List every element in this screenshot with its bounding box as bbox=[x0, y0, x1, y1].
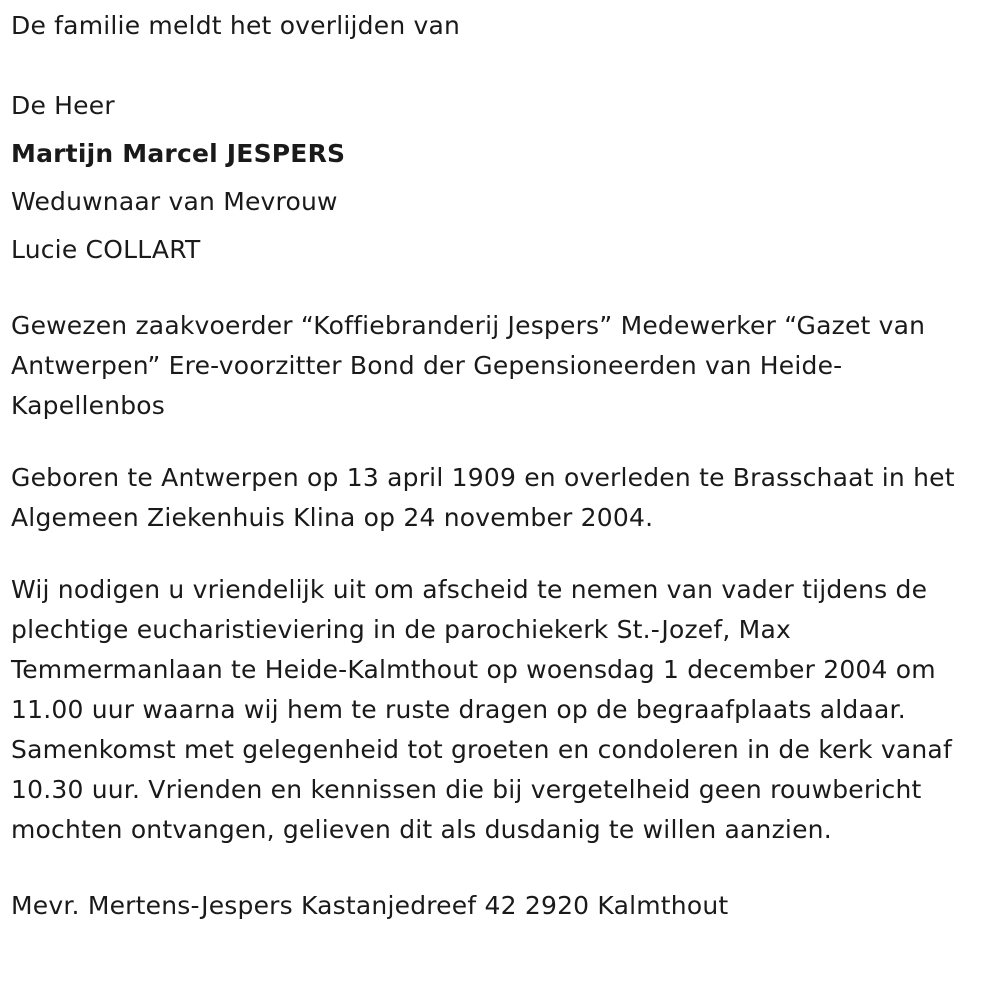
obituary-document bbox=[11, 0, 986, 930]
spacer bbox=[11, 850, 986, 882]
intro-text: De familie meldt het overlijden van bbox=[11, 11, 461, 40]
spouse-name: Lucie COLLART bbox=[11, 235, 201, 264]
spacer bbox=[11, 50, 986, 82]
invitation-paragraph: Wij nodigen u vriendelijk uit om afscheid te nemen van vader tijdens de plechtige eucharistieviering in de parochiekerk St.-Jozef, Max Temmermanlaan te Heide-Kalmthout op woensdag 1 december 2004 om 11.00 uur waarna wij hem te ruste dragen op de begraafplaats aldaar. Samenkomst met gelegenheid tot groeten en condoleren in de kerk vanaf 10.30 uur. Vrienden en kennissen die bij vergetelheid geen rouwbericht mochten ontvangen, gelieven dit als dusdanig te willen aanzien. bbox=[11, 575, 952, 844]
deceased-name: Martijn Marcel JESPERS bbox=[11, 139, 346, 168]
functions-paragraph: Gewezen zaakvoerder “Koffiebranderij Jespers” Medewerker “Gazet van Antwerpen” Ere-voorzitter Bond der Gepensioneerden van Heide-Kapellenbos bbox=[11, 311, 926, 420]
spacer bbox=[11, 426, 986, 458]
contact-address: Mevr. Mertens-Jespers Kastanjedreef 42 2920 Kalmthout bbox=[11, 891, 729, 920]
birth-death-paragraph: Geboren te Antwerpen op 13 april 1909 en overleden te Brasschaat in het Algemeen Ziekenhuis Klina op 24 november 2004. bbox=[11, 463, 955, 532]
spacer bbox=[11, 538, 986, 570]
spacer bbox=[11, 274, 986, 306]
widower-of: Weduwnaar van Mevrouw bbox=[11, 187, 338, 216]
salutation: De Heer bbox=[11, 91, 115, 120]
